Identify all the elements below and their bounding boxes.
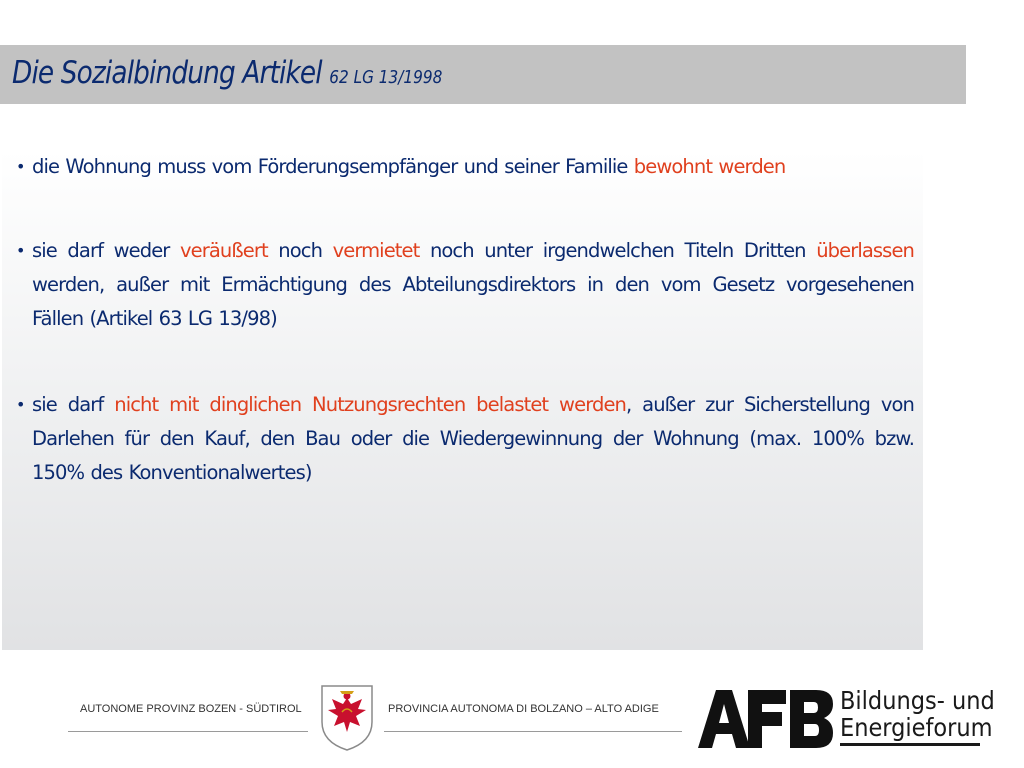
footer-province-it: PROVINCIA AUTONOMA DI BOLZANO – ALTO ADIGE — [388, 703, 659, 715]
highlighted-text: veräußert — [179, 239, 268, 262]
highlighted-text: nicht mit dinglichen Nutzungsrechten belastet werden — [114, 393, 626, 416]
bullet-item-2 — [16, 234, 914, 336]
highlighted-text: vermietet — [332, 239, 420, 262]
highlighted-text: bewohnt werden — [633, 155, 786, 178]
brand-line-1: Bildungs- und — [840, 686, 995, 715]
text-run: die Wohnung muss vom Förderungsempfänger und seiner Familie — [32, 155, 634, 178]
footer-province-de: AUTONOME PROVINZ BOZEN - SÜDTIROL — [80, 703, 302, 715]
province-crest-icon — [318, 682, 376, 752]
brand-underline — [840, 743, 980, 746]
brand-name — [840, 687, 995, 741]
text-run: noch unter irgendwelchen Titeln Dritten — [419, 239, 817, 262]
text-run: sie darf weder — [32, 239, 180, 262]
content-box — [2, 150, 923, 650]
title-bar — [0, 45, 966, 104]
bullet-item-3 — [16, 388, 914, 490]
bullet-text-1 — [32, 150, 914, 184]
footer-divider-right — [384, 731, 682, 732]
bullet-dot-icon: • — [16, 241, 26, 260]
text-run: , außer zur Sicherstellung von Darlehen für den Kauf, den Bau oder die Wiedergewinnung der Wohnung (max. 100% bzw. 150% des Konventionalwertes) — [32, 393, 914, 484]
slide-title-main: Die Sozialbindung Artikel — [12, 55, 322, 91]
bullet-dot-icon: • — [16, 157, 26, 176]
bullet-text-2 — [32, 234, 914, 336]
slide-title-law-ref: 62 LG 13/1998 — [329, 67, 443, 88]
text-run: noch — [267, 239, 333, 262]
bullet-dot-icon: • — [16, 395, 26, 414]
bullet-text-3 — [32, 388, 914, 490]
slide-title — [12, 55, 442, 91]
text-run: werden, außer mit Ermächtigung des Abteilungsdirektors in den vom Gesetz vorgesehenen Fällen (Artikel 63 LG 13/98) — [32, 273, 914, 330]
bullet-item-1 — [16, 150, 914, 184]
brand-line-2: Energieforum — [840, 713, 993, 742]
afb-logo-icon — [698, 690, 833, 748]
highlighted-text: überlassen — [816, 239, 914, 262]
footer-divider-left — [68, 731, 308, 732]
text-run: sie darf — [32, 393, 115, 416]
